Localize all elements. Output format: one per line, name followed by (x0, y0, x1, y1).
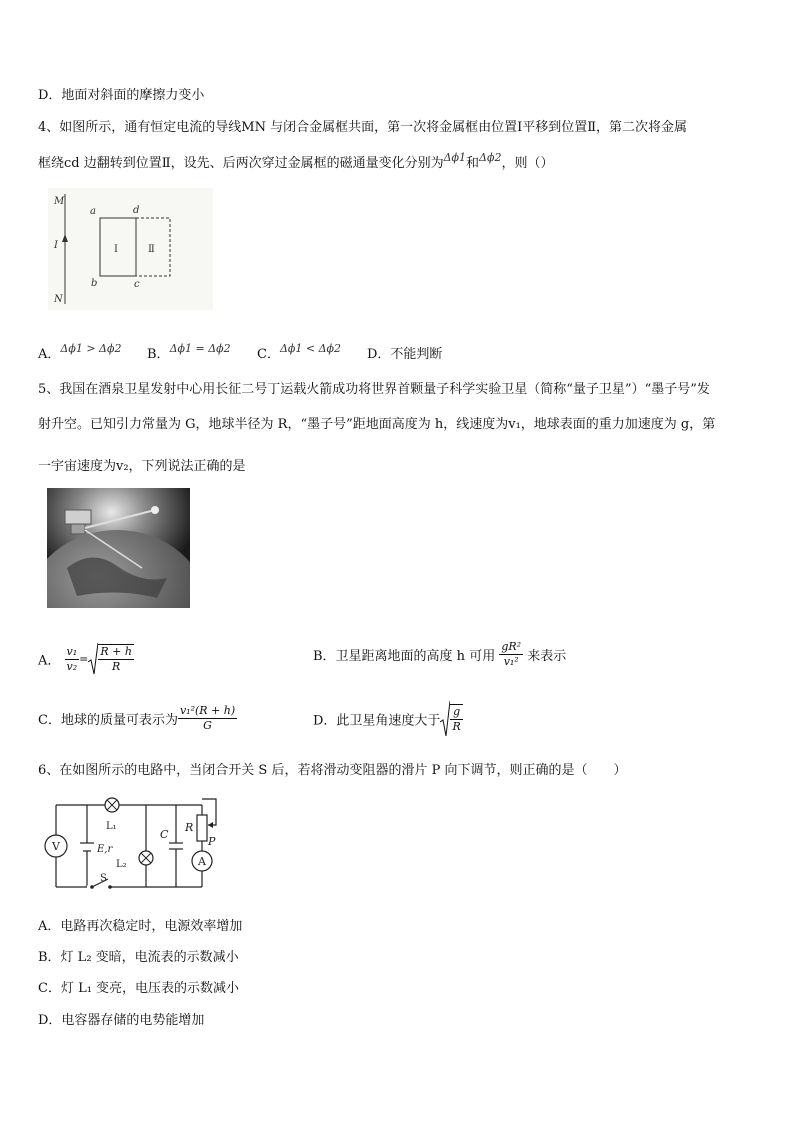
q5-a-rad-num: R + h (100, 645, 132, 658)
sqrt-icon (440, 700, 450, 738)
label-d: d (133, 205, 140, 216)
label-I: I (54, 240, 58, 251)
lamp-l1-icon (105, 798, 119, 812)
q5-option-a (38, 642, 134, 676)
q5-a-sqrt (88, 642, 134, 676)
satellite-photo (47, 488, 190, 608)
q5-d-sqrt (440, 700, 462, 738)
q5-option-c-text: C．地球的质量可表示为 (38, 713, 178, 728)
q5-a-rad-den: R (112, 660, 121, 673)
label-L2: L₂ (116, 859, 127, 870)
ammeter-icon (192, 851, 212, 871)
label-L1: L₁ (106, 821, 117, 832)
q5-b-num: gR² (501, 640, 522, 653)
q4-dphi1: Δϕ1 (443, 151, 467, 164)
q6-option-c: C．灯 L₁ 变亮，电压表的示数减小 (38, 981, 240, 996)
q4-option-c-expr: Δϕ1 < Δϕ2 (279, 342, 342, 355)
q5-stem-line1: 5、我国在酒泉卫星发射中心用长征二号丁运载火箭成功将世界首颗量子科学实验卫星（简称“量子卫星”）“墨子号”发 (38, 382, 710, 397)
q6-option-b: B．灯 L₂ 变暗，电流表的示数减小 (38, 950, 239, 965)
q4-stem-line1: 4、如图所示，通有恒定电流的导线MN 与闭合金属框共面，第一次将金属框由位置Ⅰ平移到位置Ⅱ，第二次将金属 (38, 120, 688, 135)
label-b: b (91, 278, 98, 289)
q5-a-eq: = (79, 652, 89, 666)
q4-option-d: D．不能判断 (367, 347, 443, 362)
q5-option-b-frac (499, 640, 523, 669)
q5-option-d (313, 700, 463, 738)
q5-option-b-text: B．卫星距离地面的高度 h 可用 (313, 649, 496, 664)
slider-arrow-icon (208, 822, 213, 828)
label-V: V (52, 840, 60, 853)
voltmeter-icon (45, 835, 67, 857)
q5-c-den: G (203, 719, 212, 732)
q4-option-c (257, 343, 341, 362)
label-C: C (160, 828, 169, 841)
label-c: c (134, 279, 140, 290)
q5-c-num: v₁²(R + h) (179, 704, 236, 717)
q5-stem-line2: 射升空。已知引力常量为 G，地球半径为 R，“墨子号”距地面高度为 h，线速度为v₁，地球表面的重力加速度为 g，第 (38, 417, 716, 432)
q6-option-a: A．电路再次稳定时，电源效率增加 (38, 919, 243, 934)
q4-option-c-label: C． (257, 347, 280, 362)
q4-and: 和 (466, 156, 480, 171)
q5-d-den: R (452, 720, 461, 733)
sqrt-icon (88, 642, 98, 676)
q4-option-b-expr: Δϕ1 = Δϕ2 (169, 342, 231, 355)
q3-option-d: D．地面对斜面的摩擦力变小 (38, 88, 205, 103)
q6-option-d: D．电容器存储的电势能增加 (38, 1013, 205, 1028)
q5-option-a-ratio (65, 645, 80, 674)
q5-b-den: v₁² (503, 655, 519, 668)
q4-option-b-label: B． (147, 347, 170, 362)
label-S: S (100, 873, 107, 884)
label-R: R (185, 821, 194, 834)
q6-stem: 6、在如图所示的电路中，当闭合开关 S 后，若将滑动变阻器的滑片 P 向下调节，则正确的是（ ） (38, 763, 627, 778)
label-N: N (54, 294, 63, 305)
label-region-1: Ⅰ (114, 244, 118, 255)
q5-option-c (38, 704, 237, 733)
q6-circuit-diagram (40, 795, 222, 891)
label-region-2: Ⅱ (148, 244, 155, 255)
q5-option-c-frac (178, 704, 237, 733)
label-a: a (90, 206, 96, 217)
lamp-l2-icon (139, 851, 153, 865)
q5-a-den: v₂ (66, 659, 78, 673)
q5-option-b (313, 640, 566, 669)
q4-stem-text: 框绕cd 边翻转到位置Ⅱ，设先、后两次穿过金属框的磁通量变化分别为 (38, 156, 444, 171)
label-M: M (54, 196, 65, 207)
q5-option-b-tail: 来表示 (527, 649, 567, 664)
q5-a-num: v₁ (66, 644, 78, 658)
q4-stem-tail: ，则（） (501, 156, 554, 171)
label-P: P (208, 835, 216, 848)
q4-option-a-label: A． (38, 347, 61, 362)
q5-stem-line3: 一宇宙速度为v₂，下列说法正确的是 (38, 459, 246, 474)
q5-option-a-label: A． (38, 653, 61, 669)
q4-figure-wire-frame (48, 188, 213, 310)
label-A: A (198, 855, 206, 868)
q4-option-a-expr: Δϕ1 > Δϕ2 (60, 342, 122, 355)
q4-option-b (147, 343, 231, 362)
q5-d-num: g (450, 705, 462, 720)
label-E: E,r (97, 844, 113, 855)
q4-dphi2: Δϕ2 (479, 151, 502, 164)
q4-stem-line2 (38, 152, 554, 171)
q4-option-a (38, 343, 121, 362)
q5-option-d-text: D．此卫星角速度大于 (313, 713, 441, 729)
